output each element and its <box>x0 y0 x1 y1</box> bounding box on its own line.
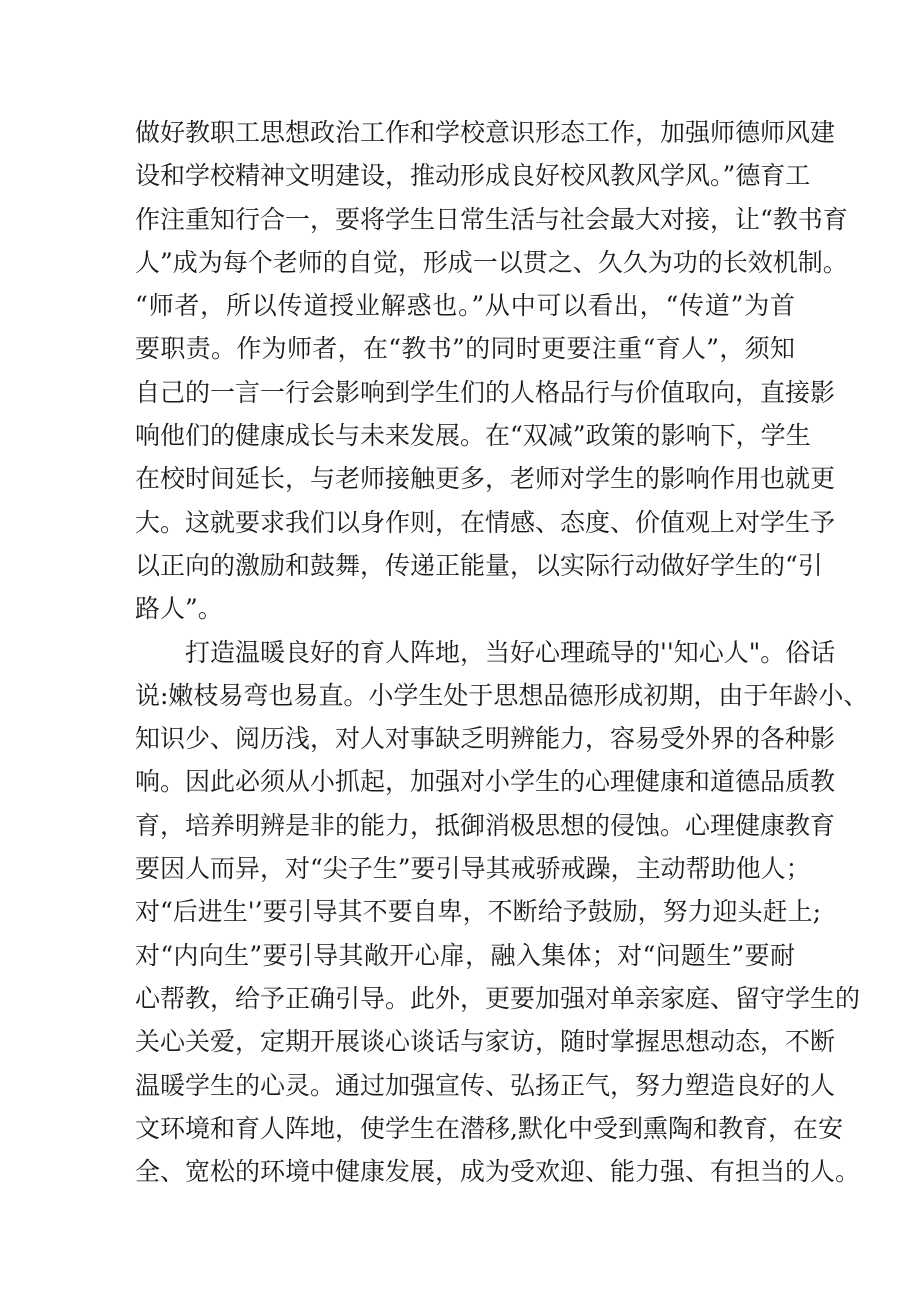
text-line: 响。因此必须从小抓起，加强对小学生的心理健康和道德品质教 <box>135 767 836 797</box>
text-line: 对“内向生”要引导其敞开心扉，融入集体；对“问题生”要耐 <box>135 940 795 970</box>
text-line: 响他们的健康成长与未来发展。在“双减”政策的影响下，学生 <box>135 421 811 451</box>
paragraph-1 <box>135 111 848 631</box>
text-line: 在校时间延长，与老师接触更多，老师对学生的影响作用也就更 <box>135 464 836 494</box>
text-line: 要因人而异，对“尖子生”要引导其戒骄戒躁，主动帮助他人； <box>135 854 811 884</box>
text-line: 文环境和育人阵地，使学生在潜移,默化中受到熏陶和教育，在安 <box>135 1113 843 1143</box>
text-line: 说:嫩枝易弯也易直。小学生处于思想品德形成初期，由于年龄小、 <box>135 680 869 710</box>
text-line: 设和学校精神文明建设，推动形成良好校风教风学风。”德育工 <box>135 161 811 191</box>
paragraph-2 <box>135 631 869 1194</box>
text-line: 作注重知行合一，要将学生日常生活与社会最大对接，让“教书育 <box>135 204 848 234</box>
text-line: 全、宽松的环境中健康发展，成为受欢迎、能力强、有担当的人。 <box>135 1157 861 1187</box>
text-line: 要职责。作为师者，在“教书”的同时更要注重“育人”，须知 <box>135 334 795 364</box>
text-line: 心帮教，给予正确引导。此外，更要加强对单亲家庭、留守学生的 <box>135 983 861 1013</box>
text-line: 关心关爱，定期开展谈心谈话与家访，随时掌握思想动态，不断 <box>135 1027 836 1057</box>
text-line: 自己的一言一行会影响到学生们的人格品行与价值取向，直接影 <box>135 377 836 407</box>
text-line: 以正向的激励和鼓舞，传递正能量，以实际行动做好学生的“引 <box>135 550 823 580</box>
text-line: 路人”。 <box>135 594 223 624</box>
document-body <box>135 111 869 1193</box>
text-line: 知识少、阅历浅，对人对事缺乏明辨能力，容易受外界的各种影 <box>135 724 836 754</box>
text-line: 对“后进生'’要引导其不要自卑，不断给予鼓励，努力迎头赶上; <box>135 897 822 927</box>
text-line: 育，培养明辨是非的能力，抵御消极思想的侵蚀。心理健康教育 <box>135 810 836 840</box>
text-line: 人”成为每个老师的自觉，形成一以贯之、久久为功的长效机制。 <box>135 247 848 277</box>
text-line: 做好教职工思想政治工作和学校意识形态工作，加强师德师风建 <box>135 118 836 147</box>
text-line: 大。这就要求我们以身作则，在情感、态度、价值观上对学生予 <box>135 507 836 537</box>
text-line: “师者，所以传道授业解惑也。”从中可以看出，“传道”为首 <box>135 291 795 321</box>
text-line: 打造温暖良好的育人阵地，当好心理疏导的''知心人"。俗话 <box>185 637 836 667</box>
text-line: 温暖学生的心灵。通过加强宣传、弘扬正气，努力塑造良好的人 <box>135 1070 836 1100</box>
